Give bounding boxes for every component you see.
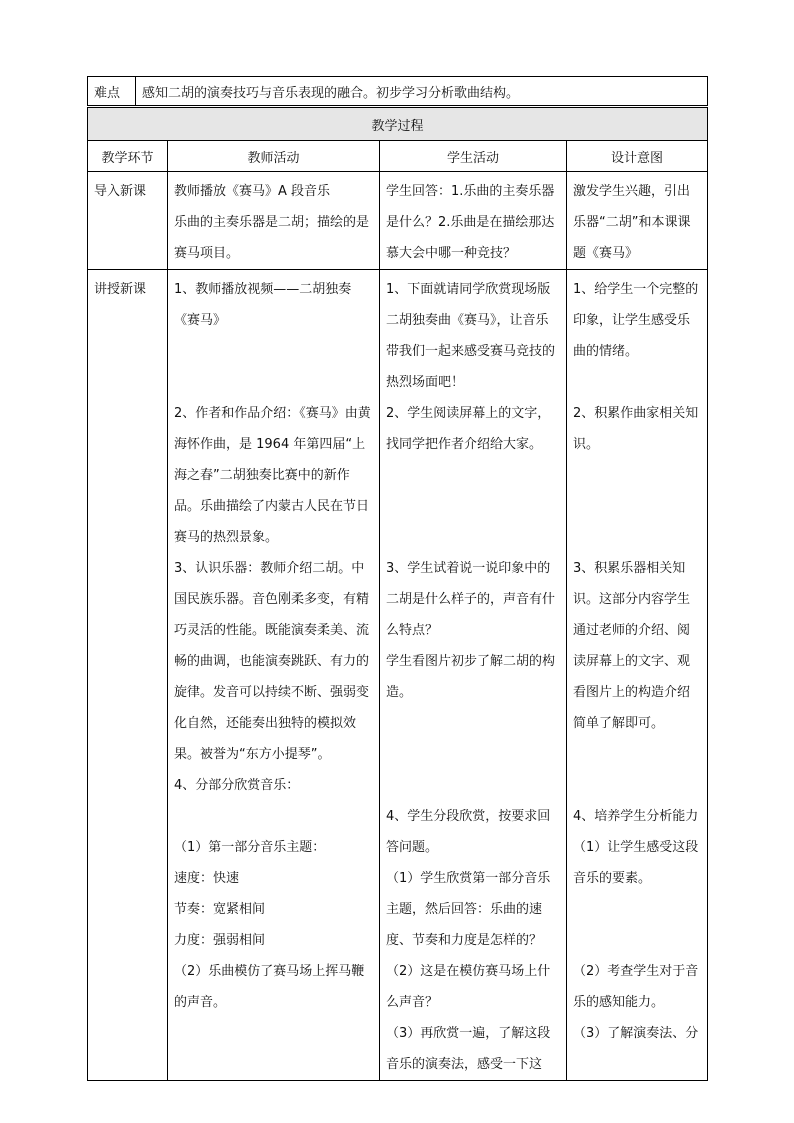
intent-para-3: 3、积累乐器相关知识。这部分内容学生通过老师的介绍、阅读屏幕上的文字、观看图片上的构造介绍简单了解即可。 bbox=[573, 561, 691, 731]
spacer bbox=[386, 770, 561, 801]
intent-para-5: （1）让学生感受这段音乐的要素。 bbox=[573, 840, 699, 886]
spacer bbox=[573, 894, 702, 925]
teacher-para-9: （2）乐曲模仿了赛马场上挥马鞭的声音。 bbox=[174, 964, 365, 1010]
spacer bbox=[573, 491, 702, 522]
intent-para-1: 1、给学生一个完整的印象，让学生感受乐曲的情绪。 bbox=[573, 282, 699, 359]
teacher-para-8: 力度：强弱相间 bbox=[174, 933, 266, 948]
stage-cell: 讲授新课 bbox=[88, 270, 168, 1081]
teacher-para-6: 速度：快速 bbox=[174, 871, 240, 886]
student-para-1: 1、下面就请同学欣赏现场版二胡独奏曲《赛马》，让音乐带我们一起来感受赛马竞技的热烈场面吧！ bbox=[386, 282, 556, 390]
teacher-para-3: 3、认识乐器：教师介绍二胡。中国民族乐器。音色刚柔多变，有精巧灵活的性能。既能演奏柔美、流畅的曲调，也能演奏跳跃、有力的旋律。发音可以持续不断、强弱变化自然，还能奏出独特的模拟效果。被誉为“东方小提琴”。 bbox=[174, 561, 370, 762]
spacer bbox=[174, 367, 374, 398]
spacer bbox=[386, 460, 561, 491]
student-para-4: 学生看图片初步了解二胡的构造。 bbox=[386, 654, 556, 700]
student-line-1: 学生回答：1.乐曲的主奏乐器是什么？2.乐曲是在描绘那达慕大会中哪一种竞技？ bbox=[386, 184, 555, 261]
section-title-row bbox=[88, 108, 708, 141]
header-student: 学生活动 bbox=[380, 141, 567, 172]
teacher-para-2: 2、作者和作品介绍：《赛马》由黄海怀作曲，是 1964 年第四届“上海之春”二胡独奏比赛中的新作品。乐曲描绘了内蒙古人民在节日赛马的热烈景象。 bbox=[174, 406, 371, 545]
difficulty-text: 感知二胡的演奏技巧与音乐表现的融合。初步学习分析歌曲结构。 bbox=[136, 77, 708, 106]
header-teacher: 教师活动 bbox=[168, 141, 380, 172]
intent-para-4: 4、培养学生分析能力 bbox=[573, 809, 699, 824]
header-row bbox=[88, 141, 708, 172]
spacer bbox=[573, 460, 702, 491]
spacer bbox=[386, 491, 561, 522]
difficulty-table bbox=[87, 76, 708, 106]
student-para-7: （2）这是在模仿赛马场上什么声音？ bbox=[386, 964, 551, 1010]
intent-line-1: 激发学生兴趣，引出乐器“二胡”和本课课题《赛马》 bbox=[573, 184, 691, 261]
spacer bbox=[386, 522, 561, 553]
teacher-line-2: 乐曲的主奏乐器是二胡；描绘的是赛马项目。 bbox=[174, 215, 370, 261]
intent-cell bbox=[567, 270, 708, 1081]
intent-para-6: （2）考查学生对于音乐的感知能力。 bbox=[573, 964, 699, 1010]
teacher-para-7: 节奏：宽紧相间 bbox=[174, 902, 266, 917]
student-cell bbox=[380, 270, 567, 1081]
spacer bbox=[386, 739, 561, 770]
intent-cell bbox=[567, 172, 708, 270]
spacer bbox=[386, 708, 561, 739]
spacer bbox=[573, 739, 702, 770]
spacer bbox=[573, 522, 702, 553]
student-cell bbox=[380, 172, 567, 270]
teacher-para-4: 4、分部分欣赏音乐： bbox=[174, 778, 300, 793]
teacher-para-1: 1、教师播放视频——二胡独奏《赛马》 bbox=[174, 282, 352, 328]
student-para-2: 2、学生阅读屏幕上的文字，找同学把作者介绍给大家。 bbox=[386, 406, 551, 452]
header-stage: 教学环节 bbox=[88, 141, 168, 172]
spacer bbox=[174, 801, 374, 832]
teacher-cell bbox=[168, 270, 380, 1081]
teacher-cell bbox=[168, 172, 380, 270]
table-row bbox=[88, 172, 708, 270]
student-para-3: 3、学生试着说一说印象中的二胡是什么样子的，声音有什么特点？ bbox=[386, 561, 556, 638]
teacher-para-5: （1）第一部分音乐主题： bbox=[174, 840, 326, 855]
student-para-6: （1）学生欣赏第一部分音乐主题，然后回答：乐曲的速度、节奏和力度是怎样的？ bbox=[386, 871, 551, 948]
header-intent: 设计意图 bbox=[567, 141, 708, 172]
student-para-5: 4、学生分段欣赏，按要求回答问题。 bbox=[386, 809, 551, 855]
difficulty-label: 难点 bbox=[88, 77, 136, 106]
teacher-line-1: 教师播放《赛马》A 段音乐 bbox=[174, 184, 331, 199]
spacer bbox=[174, 336, 374, 367]
intent-para-7: （3）了解演奏法、分 bbox=[573, 1026, 699, 1041]
difficulty-row bbox=[88, 77, 708, 106]
stage-cell: 导入新课 bbox=[88, 172, 168, 270]
spacer bbox=[573, 367, 702, 398]
spacer bbox=[573, 770, 702, 801]
intent-para-2: 2、积累作曲家相关知识。 bbox=[573, 406, 699, 452]
section-title: 教学过程 bbox=[88, 108, 708, 141]
spacer bbox=[573, 925, 702, 956]
student-para-8: （3）再欣赏一遍，了解这段音乐的演奏法，感受一下这 bbox=[386, 1026, 551, 1072]
teaching-process-table bbox=[87, 107, 708, 1081]
table-row bbox=[88, 270, 708, 1081]
